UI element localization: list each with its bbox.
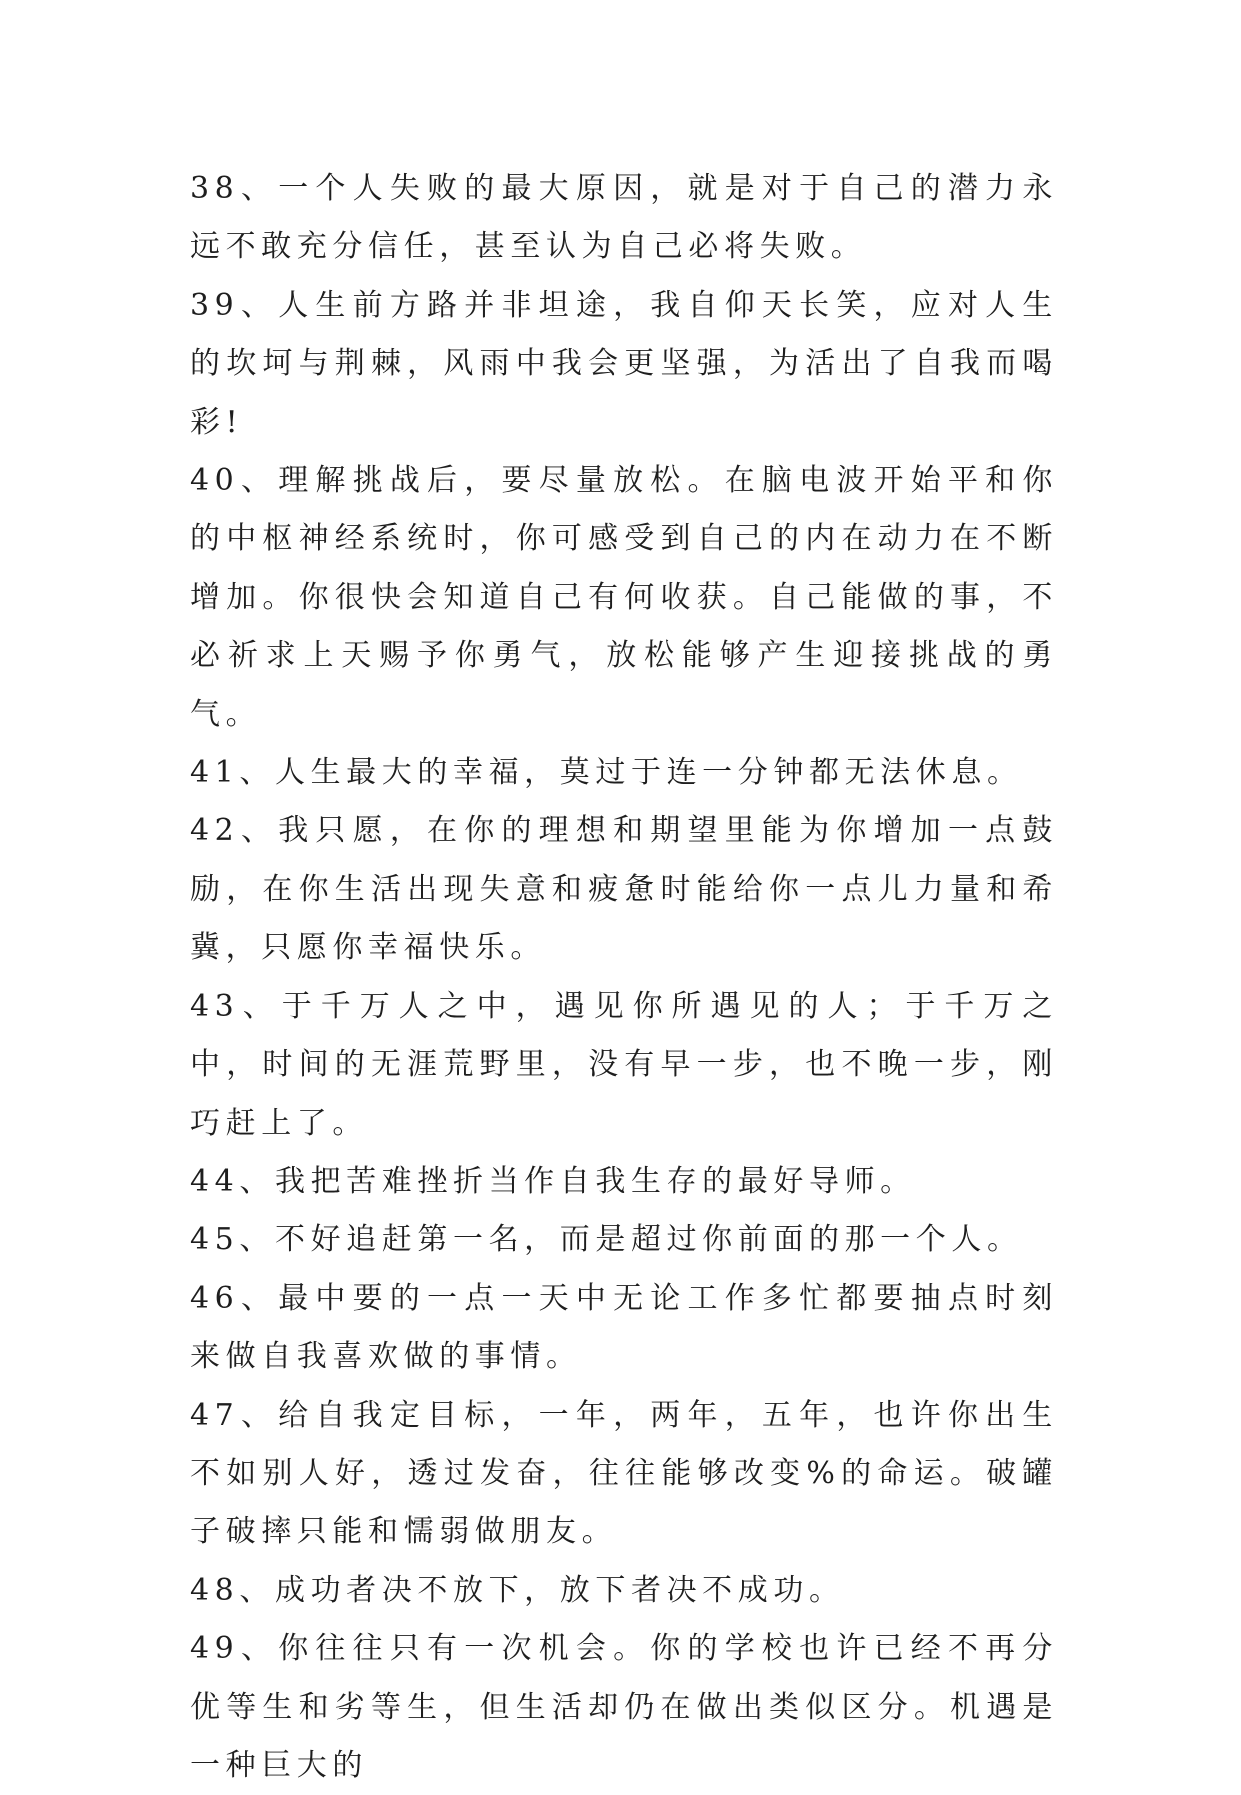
- paragraph-42: 42、我只愿，在你的理想和期望里能为你增加一点鼓励，在你生活出现失意和疲惫时能给你一点儿力量和希冀，只愿你幸福快乐。: [190, 813, 1058, 966]
- paragraph-47: 47、给自我定目标，一年，两年，五年，也许你出生不如别人好，透过发奋，往往能够改变%的命运。破罐子破摔只能和懦弱做朋友。: [190, 1397, 1058, 1550]
- document-body: [190, 160, 1058, 1795]
- paragraph-41: 41、人生最大的幸福，莫过于连一分钟都无法休息。: [190, 755, 1023, 791]
- paragraph-44: 44、我把苦难挫折当作自我生存的最好导师。: [190, 1163, 916, 1199]
- paragraph-49: 49、你往往只有一次机会。你的学校也许已经不再分优等生和劣等生，但生活却仍在做出类似区分。机遇是一种巨大的: [190, 1631, 1058, 1783]
- paragraph-45: 45、不好追赶第一名，而是超过你前面的那一个人。: [190, 1222, 1023, 1258]
- paragraph-39: 39、人生前方路并非坦途，我自仰天长笑，应对人生的坎坷与荆棘，风雨中我会更坚强，为活出了自我而喝彩!: [190, 287, 1058, 440]
- paragraph-40: 40、理解挑战后，要尽量放松。在脑电波开始平和你的中枢神经系统时，你可感受到自己的内在动力在不断增加。你很快会知道自己有何收获。自己能做的事，不必祈求上天赐予你勇气，放松能够产生迎接挑战的勇气。: [190, 463, 1058, 732]
- paragraph-38: 38、一个人失败的最大原因，就是对于自己的潜力永远不敢充分信任，甚至认为自己必将失败。: [190, 171, 1058, 265]
- paragraph-48: 48、成功者决不放下，放下者决不成功。: [190, 1572, 845, 1608]
- paragraph-46: 46、最中要的一点一天中无论工作多忙都要抽点时刻来做自我喜欢做的事情。: [190, 1280, 1058, 1375]
- paragraph-43: 43、于千万人之中，遇见你所遇见的人；于千万之中，时间的无涯荒野里，没有早一步，也不晚一步，刚巧赶上了。: [190, 988, 1058, 1141]
